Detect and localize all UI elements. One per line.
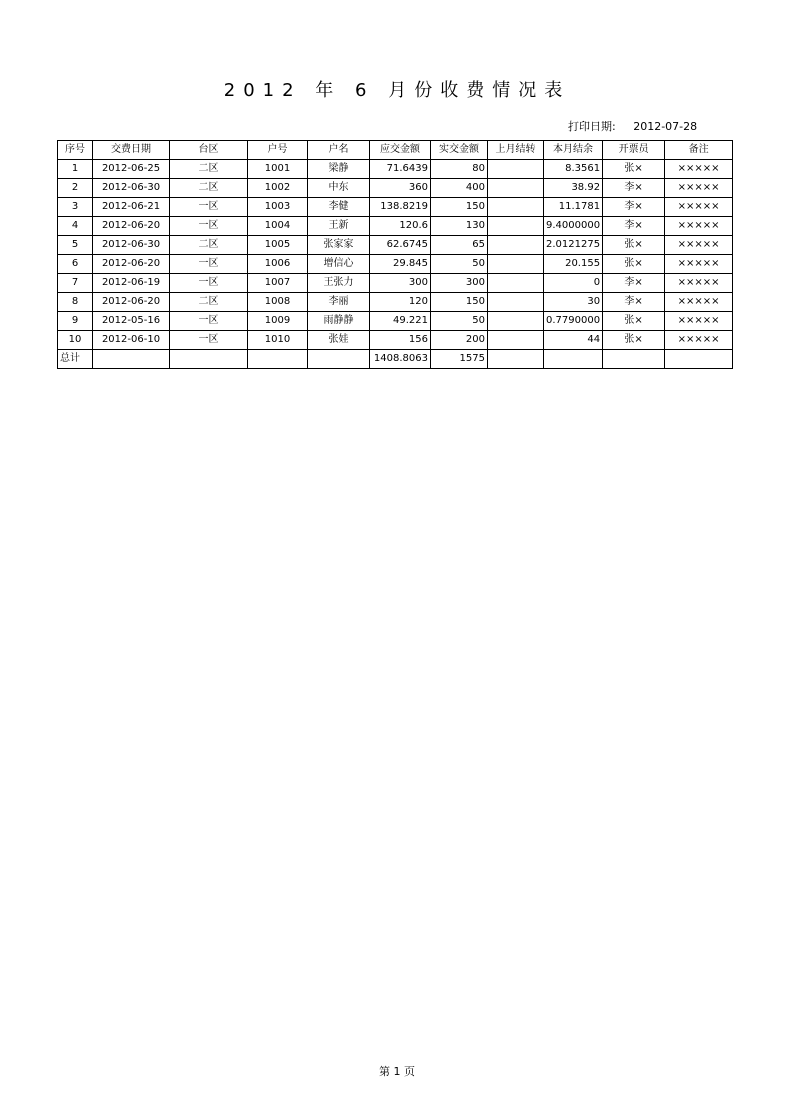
table-row bbox=[58, 274, 733, 293]
cell-prev-carry bbox=[488, 217, 544, 236]
cell-amount-due: 49.221 bbox=[370, 312, 431, 331]
cell-pay-date: 2012-06-20 bbox=[93, 217, 170, 236]
cell-prev-carry bbox=[488, 236, 544, 255]
cell-account-no: 1004 bbox=[248, 217, 308, 236]
total-cell-account-no bbox=[248, 350, 308, 369]
cell-account-no: 1001 bbox=[248, 160, 308, 179]
cell-amount-paid: 150 bbox=[431, 198, 488, 217]
cell-remark: ××××× bbox=[665, 160, 733, 179]
cell-index: 1 bbox=[58, 160, 93, 179]
cell-amount-due: 71.6439 bbox=[370, 160, 431, 179]
total-cell-prev-carry bbox=[488, 350, 544, 369]
cell-amount-paid: 400 bbox=[431, 179, 488, 198]
cell-district: 一区 bbox=[170, 198, 248, 217]
cell-index: 5 bbox=[58, 236, 93, 255]
cell-index: 4 bbox=[58, 217, 93, 236]
table-row bbox=[58, 198, 733, 217]
cell-amount-due: 156 bbox=[370, 331, 431, 350]
header-pay-date: 交费日期 bbox=[93, 141, 170, 160]
cell-index: 3 bbox=[58, 198, 93, 217]
cell-index: 9 bbox=[58, 312, 93, 331]
cell-balance: 2.0121275 bbox=[544, 236, 603, 255]
total-cell-issuer bbox=[603, 350, 665, 369]
cell-balance: 0.7790000 bbox=[544, 312, 603, 331]
cell-prev-carry bbox=[488, 255, 544, 274]
print-date-value: 2012-07-28 bbox=[633, 120, 698, 133]
cell-pay-date: 2012-06-30 bbox=[93, 179, 170, 198]
header-district: 台区 bbox=[170, 141, 248, 160]
cell-account-name: 王张力 bbox=[308, 274, 370, 293]
cell-amount-due: 120.6 bbox=[370, 217, 431, 236]
cell-district: 二区 bbox=[170, 236, 248, 255]
cell-amount-paid: 65 bbox=[431, 236, 488, 255]
cell-district: 二区 bbox=[170, 179, 248, 198]
header-remark: 备注 bbox=[665, 141, 733, 160]
header-index: 序号 bbox=[58, 141, 93, 160]
print-date bbox=[568, 118, 697, 134]
cell-pay-date: 2012-06-30 bbox=[93, 236, 170, 255]
table-row bbox=[58, 312, 733, 331]
cell-issuer: 张× bbox=[603, 331, 665, 350]
cell-amount-due: 360 bbox=[370, 179, 431, 198]
cell-balance: 11.1781 bbox=[544, 198, 603, 217]
table-header-row bbox=[58, 141, 733, 160]
cell-remark: ××××× bbox=[665, 255, 733, 274]
cell-balance: 44 bbox=[544, 331, 603, 350]
cell-account-name: 李丽 bbox=[308, 293, 370, 312]
page-title: 2012 年 6 月份收费情况表 bbox=[223, 80, 571, 101]
header-balance: 本月结余 bbox=[544, 141, 603, 160]
table-body bbox=[58, 160, 733, 369]
cell-remark: ××××× bbox=[665, 293, 733, 312]
cell-remark: ××××× bbox=[665, 274, 733, 293]
cell-index: 7 bbox=[58, 274, 93, 293]
total-label: 总计 bbox=[58, 350, 93, 369]
cell-index: 6 bbox=[58, 255, 93, 274]
cell-district: 一区 bbox=[170, 312, 248, 331]
table-row bbox=[58, 293, 733, 312]
cell-pay-date: 2012-06-21 bbox=[93, 198, 170, 217]
cell-account-no: 1005 bbox=[248, 236, 308, 255]
cell-district: 一区 bbox=[170, 217, 248, 236]
cell-district: 一区 bbox=[170, 255, 248, 274]
cell-amount-paid: 300 bbox=[431, 274, 488, 293]
cell-district: 一区 bbox=[170, 274, 248, 293]
cell-account-no: 1007 bbox=[248, 274, 308, 293]
total-cell-account-name bbox=[308, 350, 370, 369]
cell-account-name: 增信心 bbox=[308, 255, 370, 274]
cell-amount-due: 120 bbox=[370, 293, 431, 312]
cell-amount-paid: 200 bbox=[431, 331, 488, 350]
table-row bbox=[58, 217, 733, 236]
cell-issuer: 李× bbox=[603, 179, 665, 198]
cell-pay-date: 2012-06-25 bbox=[93, 160, 170, 179]
cell-prev-carry bbox=[488, 293, 544, 312]
cell-index: 2 bbox=[58, 179, 93, 198]
cell-account-no: 1008 bbox=[248, 293, 308, 312]
cell-pay-date: 2012-05-16 bbox=[93, 312, 170, 331]
cell-balance: 9.4000000 bbox=[544, 217, 603, 236]
total-cell-district bbox=[170, 350, 248, 369]
cell-amount-due: 62.6745 bbox=[370, 236, 431, 255]
cell-amount-paid: 130 bbox=[431, 217, 488, 236]
cell-issuer: 李× bbox=[603, 198, 665, 217]
cell-issuer: 张× bbox=[603, 236, 665, 255]
table-row bbox=[58, 255, 733, 274]
header-account-no: 户号 bbox=[248, 141, 308, 160]
table-row bbox=[58, 160, 733, 179]
cell-remark: ××××× bbox=[665, 331, 733, 350]
cell-remark: ××××× bbox=[665, 217, 733, 236]
fee-table bbox=[57, 140, 733, 369]
cell-balance: 8.3561 bbox=[544, 160, 603, 179]
total-cell-pay-date bbox=[93, 350, 170, 369]
cell-remark: ××××× bbox=[665, 236, 733, 255]
print-date-label: 打印日期: bbox=[568, 120, 616, 133]
header-amount-paid: 实交金额 bbox=[431, 141, 488, 160]
cell-index: 8 bbox=[58, 293, 93, 312]
cell-remark: ××××× bbox=[665, 198, 733, 217]
cell-prev-carry bbox=[488, 160, 544, 179]
header-issuer: 开票员 bbox=[603, 141, 665, 160]
cell-remark: ××××× bbox=[665, 179, 733, 198]
cell-amount-paid: 50 bbox=[431, 255, 488, 274]
cell-pay-date: 2012-06-10 bbox=[93, 331, 170, 350]
total-row bbox=[58, 350, 733, 369]
cell-account-no: 1003 bbox=[248, 198, 308, 217]
cell-account-name: 雨静静 bbox=[308, 312, 370, 331]
total-cell-remark bbox=[665, 350, 733, 369]
total-cell-amount-due: 1408.8063 bbox=[370, 350, 431, 369]
cell-account-name: 张娃 bbox=[308, 331, 370, 350]
cell-amount-due: 138.8219 bbox=[370, 198, 431, 217]
cell-account-no: 1002 bbox=[248, 179, 308, 198]
cell-account-no: 1009 bbox=[248, 312, 308, 331]
cell-account-name: 张家家 bbox=[308, 236, 370, 255]
table-row bbox=[58, 331, 733, 350]
cell-amount-due: 29.845 bbox=[370, 255, 431, 274]
cell-pay-date: 2012-06-20 bbox=[93, 255, 170, 274]
cell-issuer: 张× bbox=[603, 312, 665, 331]
cell-amount-paid: 50 bbox=[431, 312, 488, 331]
cell-balance: 30 bbox=[544, 293, 603, 312]
cell-issuer: 张× bbox=[603, 160, 665, 179]
table-row bbox=[58, 179, 733, 198]
header-prev-carry: 上月结转 bbox=[488, 141, 544, 160]
cell-balance: 20.155 bbox=[544, 255, 603, 274]
cell-balance: 0 bbox=[544, 274, 603, 293]
cell-district: 一区 bbox=[170, 331, 248, 350]
header-amount-due: 应交金额 bbox=[370, 141, 431, 160]
cell-prev-carry bbox=[488, 274, 544, 293]
total-cell-balance bbox=[544, 350, 603, 369]
cell-account-no: 1006 bbox=[248, 255, 308, 274]
cell-amount-due: 300 bbox=[370, 274, 431, 293]
table-row bbox=[58, 236, 733, 255]
cell-prev-carry bbox=[488, 312, 544, 331]
cell-prev-carry bbox=[488, 179, 544, 198]
cell-index: 10 bbox=[58, 331, 93, 350]
cell-account-name: 梁静 bbox=[308, 160, 370, 179]
cell-issuer: 张× bbox=[603, 255, 665, 274]
cell-pay-date: 2012-06-19 bbox=[93, 274, 170, 293]
cell-account-name: 中东 bbox=[308, 179, 370, 198]
cell-amount-paid: 150 bbox=[431, 293, 488, 312]
cell-account-no: 1010 bbox=[248, 331, 308, 350]
cell-issuer: 李× bbox=[603, 217, 665, 236]
cell-account-name: 李健 bbox=[308, 198, 370, 217]
cell-district: 二区 bbox=[170, 293, 248, 312]
cell-balance: 38.92 bbox=[544, 179, 603, 198]
cell-prev-carry bbox=[488, 198, 544, 217]
cell-remark: ××××× bbox=[665, 312, 733, 331]
cell-issuer: 李× bbox=[603, 293, 665, 312]
cell-issuer: 李× bbox=[603, 274, 665, 293]
cell-amount-paid: 80 bbox=[431, 160, 488, 179]
header-account-name: 户名 bbox=[308, 141, 370, 160]
total-cell-amount-paid: 1575 bbox=[431, 350, 488, 369]
page-number: 第 1 页 bbox=[379, 1065, 415, 1078]
cell-prev-carry bbox=[488, 331, 544, 350]
cell-district: 二区 bbox=[170, 160, 248, 179]
cell-pay-date: 2012-06-20 bbox=[93, 293, 170, 312]
cell-account-name: 王新 bbox=[308, 217, 370, 236]
